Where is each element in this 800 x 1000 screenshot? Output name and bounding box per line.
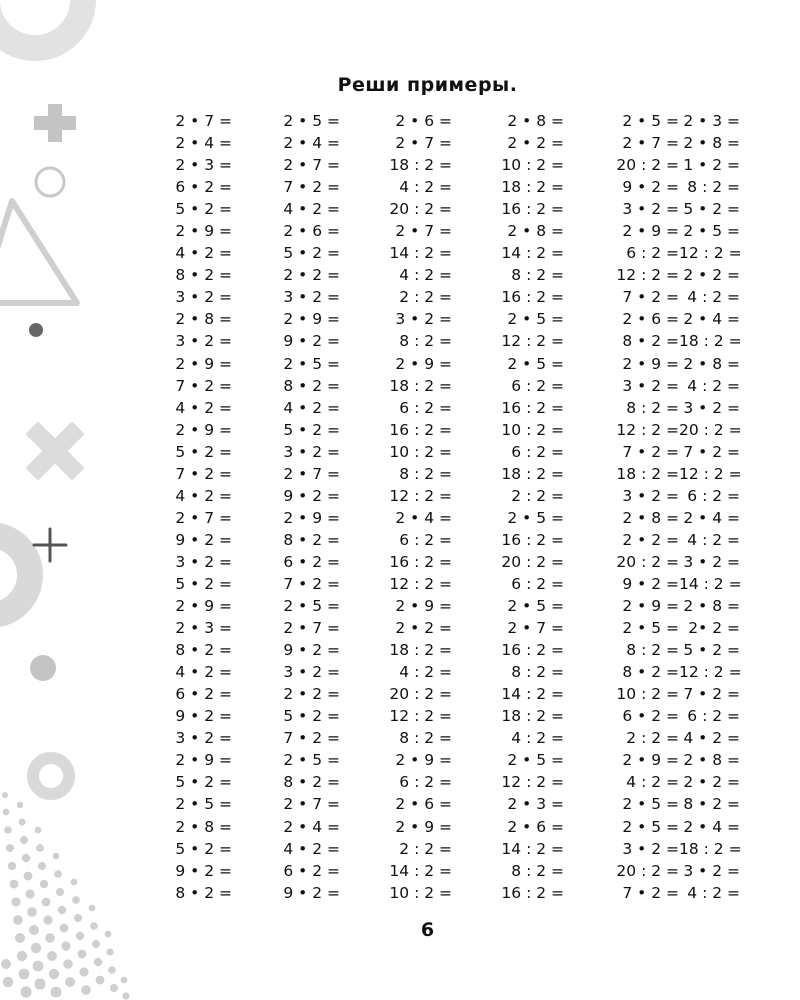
- example-cell: 3 • 2 =: [622, 376, 679, 395]
- example-cell: 7 • 2 =: [283, 574, 340, 593]
- example-cell: 2 • 5 =: [507, 751, 564, 770]
- example-cell: 2 • 8 =: [683, 134, 740, 153]
- example-cell: 2 • 8 =: [175, 817, 232, 836]
- example-cell: 10 : 2 =: [389, 442, 452, 461]
- example-cell: 4 • 2 =: [175, 486, 232, 505]
- example-cell: 4 : 2 =: [687, 530, 740, 549]
- example-cell: 2 • 6 =: [395, 795, 452, 814]
- example-cell: 2 • 3 =: [683, 112, 740, 130]
- example-cell: 3 • 2 =: [622, 486, 679, 505]
- example-cell: 3 • 2 =: [283, 442, 340, 461]
- example-cell: 3 • 2 =: [395, 310, 452, 329]
- small-ring-shape: [36, 168, 64, 196]
- example-cell: 8 • 2 =: [175, 641, 232, 660]
- example-cell: 10 : 2 =: [616, 685, 679, 704]
- example-cell: 2 • 8 =: [683, 597, 740, 616]
- example-cell: 7 • 2 =: [175, 464, 232, 483]
- example-cell: 2 • 2 =: [683, 773, 740, 792]
- example-cell: 16 : 2 =: [501, 641, 564, 660]
- example-cell: 2• 2 =: [688, 619, 740, 638]
- example-cell: 3 • 2 =: [683, 398, 740, 417]
- example-cell: 4 : 2 =: [687, 883, 740, 902]
- example-cell: 2 • 4 =: [175, 134, 232, 153]
- example-cell: 8 • 2 =: [283, 376, 340, 395]
- example-cell: 14 : 2 =: [501, 685, 564, 704]
- example-cell: 8 • 2 =: [622, 332, 679, 351]
- page-title: Реши примеры.: [337, 74, 518, 96]
- example-cell: 2 • 9 =: [175, 420, 232, 439]
- example-cell: 2 • 9 =: [175, 751, 232, 770]
- example-cell: 6 : 2 =: [511, 574, 564, 593]
- example-cell: 8 : 2 =: [511, 861, 564, 880]
- example-cell: 2 • 6 =: [283, 222, 340, 241]
- example-cell: 6 • 2 =: [283, 552, 340, 571]
- example-cell: 6 • 2 =: [622, 707, 679, 726]
- example-cell: 7 • 2 =: [622, 288, 679, 307]
- example-cell: 7 • 2 =: [622, 883, 679, 902]
- example-cell: 14 : 2 =: [679, 574, 742, 593]
- example-cell: 18 : 2 =: [679, 839, 742, 858]
- example-cell: 5 • 2 =: [175, 442, 232, 461]
- example-cell: 2 • 8 =: [683, 751, 740, 770]
- example-cell: 5 • 2 =: [683, 200, 740, 219]
- dot-shape-grey: [30, 655, 56, 681]
- example-cell: 2 • 9 =: [175, 222, 232, 241]
- example-cell: 2 • 9 =: [395, 597, 452, 616]
- example-cell: 4 : 2 =: [687, 376, 740, 395]
- example-cell: 12 : 2 =: [679, 464, 742, 483]
- example-cell: 6 : 2 =: [687, 707, 740, 726]
- ring-shape-bottom: [33, 758, 69, 794]
- example-cell: 9 • 2 =: [283, 641, 340, 660]
- example-cell: 12 : 2 =: [616, 420, 679, 439]
- example-cell: 2 • 4 =: [683, 508, 740, 527]
- example-cell: 2 • 9 =: [395, 817, 452, 836]
- example-cell: 2 • 5 =: [507, 310, 564, 329]
- example-cell: 9 • 2 =: [283, 486, 340, 505]
- example-cell: 2 : 2 =: [511, 486, 564, 505]
- plus-shape: [34, 104, 76, 142]
- example-cell: 2 • 2 =: [283, 685, 340, 704]
- example-cell: 7 • 2 =: [683, 685, 740, 704]
- example-cell: 3 • 2 =: [175, 552, 232, 571]
- example-cell: 8 : 2 =: [511, 266, 564, 285]
- example-cell: 4 • 2 =: [283, 200, 340, 219]
- example-cell: 7 • 2 =: [283, 729, 340, 748]
- example-cell: 2 • 7 =: [175, 508, 232, 527]
- example-cell: 2 • 4 =: [683, 817, 740, 836]
- example-cell: 2 • 9 =: [622, 222, 679, 241]
- example-cell: 3 • 2 =: [175, 332, 232, 351]
- example-cell: 14 : 2 =: [501, 839, 564, 858]
- example-cell: 3 • 2 =: [683, 861, 740, 880]
- example-cell: 5 • 2 =: [175, 773, 232, 792]
- example-cell: 7 • 2 =: [683, 442, 740, 461]
- example-cell: 8 : 2 =: [687, 178, 740, 197]
- example-cell: 2 • 5 =: [507, 597, 564, 616]
- example-cell: 18 : 2 =: [389, 641, 452, 660]
- example-cell: 6 : 2 =: [511, 376, 564, 395]
- example-cell: 2 • 7 =: [395, 222, 452, 241]
- example-cell: 2 • 7 =: [395, 134, 452, 153]
- example-cell: 2 • 7 =: [283, 795, 340, 814]
- example-cell: 20 : 2 =: [679, 420, 742, 439]
- example-cell: 20 : 2 =: [501, 552, 564, 571]
- example-cell: 2 • 3 =: [175, 156, 232, 175]
- example-cell: 12 : 2 =: [679, 663, 742, 682]
- example-cell: 2 • 6 =: [622, 310, 679, 329]
- example-cell: 2 • 8 =: [507, 112, 564, 130]
- example-cell: 12 : 2 =: [501, 332, 564, 351]
- example-cell: 5 • 2 =: [283, 420, 340, 439]
- example-cell: 2 • 2 =: [283, 266, 340, 285]
- example-cell: 2 • 4 =: [683, 310, 740, 329]
- example-cell: 4 • 2 =: [283, 398, 340, 417]
- example-cell: 18 : 2 =: [501, 178, 564, 197]
- example-cell: 6 : 2 =: [399, 530, 452, 549]
- example-cell: 6 • 2 =: [175, 685, 232, 704]
- example-cell: 3 • 2 =: [175, 288, 232, 307]
- example-cell: 9 • 2 =: [175, 530, 232, 549]
- example-cell: 7 • 2 =: [175, 376, 232, 395]
- example-cell: 4 : 2 =: [399, 663, 452, 682]
- example-cell: 2 • 5 =: [283, 112, 340, 130]
- example-cell: 3 • 2 =: [622, 839, 679, 858]
- example-cell: 6 : 2 =: [511, 442, 564, 461]
- example-cell: 7 • 2 =: [283, 178, 340, 197]
- example-cell: 12 : 2 =: [616, 266, 679, 285]
- example-cell: 14 : 2 =: [389, 244, 452, 263]
- example-cell: 16 : 2 =: [501, 288, 564, 307]
- example-cell: 2 • 5 =: [507, 354, 564, 373]
- example-cell: 4 : 2 =: [399, 266, 452, 285]
- example-cell: 2 • 9 =: [622, 354, 679, 373]
- example-cell: 2 • 5 =: [622, 112, 679, 130]
- page-number: 6: [420, 919, 435, 941]
- example-cell: 8 • 2 =: [683, 795, 740, 814]
- example-cell: 4 • 2 =: [683, 729, 740, 748]
- example-cell: 2 • 9 =: [175, 354, 232, 373]
- example-cell: 9 • 2 =: [175, 707, 232, 726]
- example-cell: 18 : 2 =: [679, 332, 742, 351]
- example-cell: 8 • 2 =: [175, 883, 232, 902]
- example-cell: 3 • 2 =: [175, 729, 232, 748]
- example-cell: 2 • 7 =: [283, 464, 340, 483]
- example-cell: 2 • 9 =: [283, 310, 340, 329]
- example-cell: 2 • 5 =: [175, 795, 232, 814]
- example-cell: 12 : 2 =: [389, 707, 452, 726]
- example-cell: 2 • 8 =: [622, 508, 679, 527]
- example-cell: 2 • 9 =: [622, 597, 679, 616]
- example-cell: 12 : 2 =: [501, 773, 564, 792]
- example-cell: 12 : 2 =: [679, 244, 742, 263]
- ring-shape-top: [0, 0, 83, 48]
- example-cell: 3 • 2 =: [683, 552, 740, 571]
- example-cell: 14 : 2 =: [389, 861, 452, 880]
- example-cell: 16 : 2 =: [501, 530, 564, 549]
- example-cell: 16 : 2 =: [389, 552, 452, 571]
- example-cell: 2 • 7 =: [507, 619, 564, 638]
- example-cell: 2 • 9 =: [283, 508, 340, 527]
- example-cell: 2 • 2 =: [395, 619, 452, 638]
- example-cell: 2 • 4 =: [395, 508, 452, 527]
- example-cell: 18 : 2 =: [389, 376, 452, 395]
- example-cell: 8 • 2 =: [622, 663, 679, 682]
- example-cell: 16 : 2 =: [501, 200, 564, 219]
- example-cell: 2 • 6 =: [507, 817, 564, 836]
- example-cell: 12 : 2 =: [389, 486, 452, 505]
- example-cell: 16 : 2 =: [501, 883, 564, 902]
- example-cell: 8 : 2 =: [399, 729, 452, 748]
- example-cell: 9 • 2 =: [175, 861, 232, 880]
- example-cell: 6 : 2 =: [626, 244, 679, 263]
- example-cell: 6 • 2 =: [283, 861, 340, 880]
- example-cell: 20 : 2 =: [389, 685, 452, 704]
- example-cell: 2 • 7 =: [283, 619, 340, 638]
- example-cell: 4 • 2 =: [175, 244, 232, 263]
- example-cell: 2 : 2 =: [626, 729, 679, 748]
- example-cell: 4 : 2 =: [687, 288, 740, 307]
- example-cell: 16 : 2 =: [501, 398, 564, 417]
- example-cell: 6 • 2 =: [175, 178, 232, 197]
- example-cell: 2 • 5 =: [283, 751, 340, 770]
- example-cell: 10 : 2 =: [501, 420, 564, 439]
- example-cell: 3 • 2 =: [283, 288, 340, 307]
- triangle-shape: [0, 201, 77, 303]
- example-cell: 2 • 8 =: [175, 310, 232, 329]
- example-cell: 6 : 2 =: [399, 773, 452, 792]
- example-cell: 2 • 9 =: [395, 751, 452, 770]
- dot-shape-dark: [29, 323, 43, 337]
- example-cell: 4 • 2 =: [283, 839, 340, 858]
- example-cell: 5 • 2 =: [283, 244, 340, 263]
- example-cell: 5 • 2 =: [175, 839, 232, 858]
- example-cell: 5 • 2 =: [175, 200, 232, 219]
- example-cell: 4 • 2 =: [175, 663, 232, 682]
- example-cell: 5 • 2 =: [175, 574, 232, 593]
- example-cell: 2 : 2 =: [399, 288, 452, 307]
- example-cell: 4 • 2 =: [175, 398, 232, 417]
- example-cell: 2 : 2 =: [399, 839, 452, 858]
- example-cell: 20 : 2 =: [616, 156, 679, 175]
- example-cell: 20 : 2 =: [389, 200, 452, 219]
- example-cell: 6 : 2 =: [399, 398, 452, 417]
- example-cell: 8 : 2 =: [399, 332, 452, 351]
- example-cell: 2 • 9 =: [395, 354, 452, 373]
- example-cell: 2 • 5 =: [283, 354, 340, 373]
- example-cell: 4 : 2 =: [511, 729, 564, 748]
- example-cell: 6 : 2 =: [687, 486, 740, 505]
- example-cell: 2 • 3 =: [507, 795, 564, 814]
- example-cell: 2 • 7 =: [622, 134, 679, 153]
- example-cell: 9 • 2 =: [283, 883, 340, 902]
- example-cell: 4 : 2 =: [626, 773, 679, 792]
- example-cell: 20 : 2 =: [616, 552, 679, 571]
- example-cell: 18 : 2 =: [501, 707, 564, 726]
- example-cell: 2 • 8 =: [507, 222, 564, 241]
- examples-grid: [122, 110, 740, 904]
- example-cell: 8 • 2 =: [283, 773, 340, 792]
- example-cell: 18 : 2 =: [389, 156, 452, 175]
- example-cell: 2 • 5 =: [622, 817, 679, 836]
- example-cell: 8 : 2 =: [626, 641, 679, 660]
- example-cell: 2 • 5 =: [283, 597, 340, 616]
- example-cell: 9 • 2 =: [622, 178, 679, 197]
- example-cell: 2 • 5 =: [622, 795, 679, 814]
- example-cell: 7 • 2 =: [622, 442, 679, 461]
- example-cell: 2 • 5 =: [683, 222, 740, 241]
- example-cell: 2 • 9 =: [622, 751, 679, 770]
- example-cell: 2 • 7 =: [283, 156, 340, 175]
- dot-pattern: [1, 792, 130, 1000]
- x-shape: [8, 404, 101, 497]
- example-cell: 8 • 2 =: [283, 530, 340, 549]
- example-cell: 10 : 2 =: [501, 156, 564, 175]
- example-cell: 3 • 2 =: [283, 663, 340, 682]
- example-cell: 3 • 2 =: [622, 200, 679, 219]
- example-cell: 1 • 2 =: [683, 156, 740, 175]
- large-ring-shape: [0, 535, 30, 615]
- example-cell: 18 : 2 =: [616, 464, 679, 483]
- example-cell: 8 • 2 =: [175, 266, 232, 285]
- example-cell: 9 • 2 =: [622, 574, 679, 593]
- example-cell: 2 • 3 =: [175, 619, 232, 638]
- example-cell: 2 • 9 =: [175, 597, 232, 616]
- example-cell: 5 • 2 =: [283, 707, 340, 726]
- example-cell: 5 • 2 =: [683, 641, 740, 660]
- example-cell: 2 • 2 =: [622, 530, 679, 549]
- example-cell: 4 : 2 =: [399, 178, 452, 197]
- example-cell: 8 : 2 =: [511, 663, 564, 682]
- example-cell: 10 : 2 =: [389, 883, 452, 902]
- example-cell: 2 • 4 =: [283, 817, 340, 836]
- example-cell: 16 : 2 =: [389, 420, 452, 439]
- example-cell: 2 • 8 =: [683, 354, 740, 373]
- example-cell: 18 : 2 =: [501, 464, 564, 483]
- example-cell: 2 • 5 =: [622, 619, 679, 638]
- example-cell: 12 : 2 =: [389, 574, 452, 593]
- example-cell: 2 • 7 =: [175, 112, 232, 130]
- example-cell: 9 • 2 =: [283, 332, 340, 351]
- example-cell: 2 • 5 =: [507, 508, 564, 527]
- example-cell: 2 • 2 =: [683, 266, 740, 285]
- example-cell: 8 : 2 =: [626, 398, 679, 417]
- example-cell: 2 • 4 =: [283, 134, 340, 153]
- example-cell: 20 : 2 =: [616, 861, 679, 880]
- example-cell: 14 : 2 =: [501, 244, 564, 263]
- example-cell: 8 : 2 =: [399, 464, 452, 483]
- example-cell: 2 • 2 =: [507, 134, 564, 153]
- example-cell: 2 • 6 =: [395, 112, 452, 130]
